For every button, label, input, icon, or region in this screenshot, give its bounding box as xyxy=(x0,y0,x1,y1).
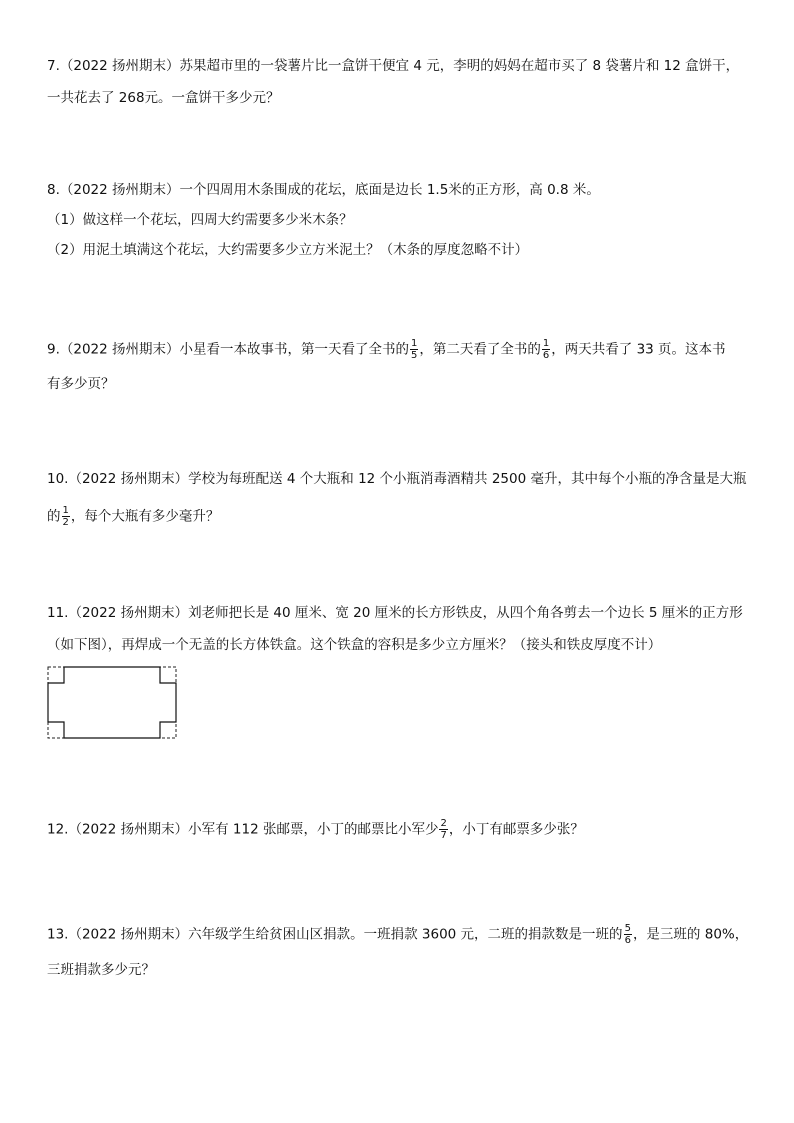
q7-line1: 7.（2022 扬州期末）苏果超市里的一袋薯片比一盒饼干便宜 4 元，李明的妈妈在超市买了 8 袋薯片和 12 盒饼干， xyxy=(47,58,740,74)
sheet-cut-corners-diagram xyxy=(47,666,179,740)
fraction-one-half: $\frac{1}{2}$ xyxy=(62,505,69,528)
q10-text-a: 的 xyxy=(47,508,61,525)
q12-text-b: ，小丁有邮票多少张？ xyxy=(448,821,584,838)
q13-text-b: ，是三班的 80%， xyxy=(632,926,749,943)
q13-line2: 三班捐款多少元？ xyxy=(47,962,155,978)
q9-text-b: ，第二天看了全书的 xyxy=(419,341,541,358)
q9-text-a: 9.（2022 扬州期末）小星看一本故事书，第一天看了全书的 xyxy=(47,341,410,358)
fraction-five-sixths: $\frac{5}{6}$ xyxy=(624,923,631,946)
q8-line1: 8.（2022 扬州期末）一个四周用木条围成的花坛，底面是边长 1.5米的正方形，高 0.8 米。 xyxy=(47,182,600,198)
q7-line2: 一共花去了 268元。一盒饼干多少元？ xyxy=(47,90,280,106)
q13-text-a: 13.（2022 扬州期末）六年级学生给贫困山区捐款。一班捐款 3600 元，二班的捐款数是一班的 xyxy=(47,926,623,943)
q8-sub1: （1）做这样一个花坛，四周大约需要多少米木条？ xyxy=(47,212,353,228)
q10-text-b: ，每个大瓶有多少毫升？ xyxy=(70,508,220,525)
q11-line2: （如下图），再焊成一个无盖的长方体铁盒。这个铁盒的容积是多少立方厘米？（接头和铁皮厚度不计） xyxy=(47,637,662,653)
q12-text-a: 12.（2022 扬州期末）小军有 112 张邮票，小丁的邮票比小军少 xyxy=(47,821,439,838)
q9-line2: 有多少页？ xyxy=(47,376,115,392)
q10-line1: 10.（2022 扬州期末）学校为每班配送 4 个大瓶和 12 个小瓶消毒酒精共 2500 毫升，其中每个小瓶的净含量是大瓶 xyxy=(47,471,747,487)
q11-line1: 11.（2022 扬州期末）刘老师把长是 40 厘米、宽 20 厘米的长方形铁皮，从四个角各剪去一个边长 5 厘米的正方形 xyxy=(47,605,743,621)
fraction-one-fifth: $\frac{1}{5}$ xyxy=(411,338,418,361)
q12-line1 xyxy=(47,818,584,841)
q13-line1 xyxy=(47,923,748,946)
fraction-two-sevenths: $\frac{2}{7}$ xyxy=(440,818,447,841)
fraction-one-sixth: $\frac{1}{6}$ xyxy=(542,338,550,361)
q9-text-c: ，两天共看了 33 页。这本书 xyxy=(551,341,726,358)
q8-sub2: （2）用泥土填满这个花坛，大约需要多少立方米泥土？（木条的厚度忽略不计） xyxy=(47,242,529,258)
q10-line2 xyxy=(47,505,219,528)
q9-line1 xyxy=(47,338,726,361)
